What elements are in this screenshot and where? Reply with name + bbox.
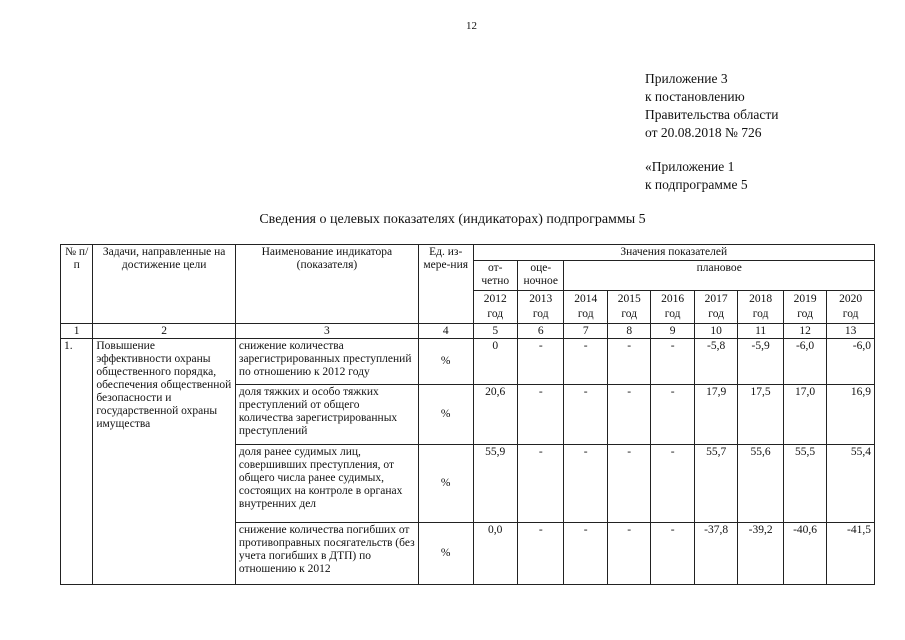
header-estimated: оце-ночное: [517, 261, 564, 291]
value-cell: -5,9: [738, 339, 783, 385]
value-cell: 55,5: [783, 445, 826, 523]
value-cell: 55,4: [827, 445, 875, 523]
column-number: 10: [694, 324, 737, 339]
indicator-unit: %: [418, 385, 473, 445]
task-number: 1.: [61, 339, 93, 585]
table-row: [61, 339, 875, 385]
column-number: 9: [651, 324, 694, 339]
value-cell: -: [607, 523, 650, 585]
indicator-name: снижение количества зарегистрированных преступлений по отношению к 2012 году: [235, 339, 418, 385]
value-cell: -6,0: [827, 339, 875, 385]
column-number: 6: [517, 324, 564, 339]
value-cell: 17,5: [738, 385, 783, 445]
value-cell: -5,8: [694, 339, 737, 385]
value-cell: 55,7: [694, 445, 737, 523]
appendix-line: от 20.08.2018 № 726: [645, 125, 762, 140]
header-year: 2016 год: [651, 291, 694, 324]
value-cell: -: [517, 339, 564, 385]
indicators-table: [60, 244, 875, 585]
header-tasks: Задачи, направленные на достижение цели: [93, 245, 236, 324]
header-year: 2018 год: [738, 291, 783, 324]
indicator-unit: %: [418, 523, 473, 585]
column-number: 2: [93, 324, 236, 339]
header-year: 2012 год: [473, 291, 517, 324]
value-cell: -: [517, 523, 564, 585]
appendix-heading: [645, 70, 778, 194]
column-number: 1: [61, 324, 93, 339]
value-cell: -: [517, 445, 564, 523]
value-cell: -: [651, 445, 694, 523]
column-number: 11: [738, 324, 783, 339]
column-number: 8: [607, 324, 650, 339]
value-cell: -: [564, 339, 607, 385]
indicator-name: доля ранее судимых лиц, совершивших преступления, от общего числа ранее судимых, состоящих на контроле в органах внутренних дел: [235, 445, 418, 523]
sub-appendix-line: к подпрограмме 5: [645, 177, 748, 192]
column-number: 3: [235, 324, 418, 339]
header-year: 2019 год: [783, 291, 826, 324]
value-cell: -: [651, 385, 694, 445]
value-cell: 17,0: [783, 385, 826, 445]
value-cell: -: [607, 385, 650, 445]
header-reported: от-четно: [473, 261, 517, 291]
value-cell: -: [651, 523, 694, 585]
value-cell: -: [651, 339, 694, 385]
indicator-unit: %: [418, 445, 473, 523]
indicator-name: доля тяжких и особо тяжких преступлений от общего количества зарегистрированных преступлений: [235, 385, 418, 445]
value-cell: -: [564, 523, 607, 585]
value-cell: -: [607, 445, 650, 523]
header-planned: плановое: [564, 261, 875, 291]
header-year: 2013 год: [517, 291, 564, 324]
column-number: 7: [564, 324, 607, 339]
sub-appendix-line: «Приложение 1: [645, 159, 735, 174]
value-cell: 55,9: [473, 445, 517, 523]
header-num: № п/п: [61, 245, 93, 324]
header-year: 2014 год: [564, 291, 607, 324]
indicator-unit: %: [418, 339, 473, 385]
header-values: Значения показателей: [473, 245, 875, 261]
value-cell: 20,6: [473, 385, 517, 445]
column-number: 13: [827, 324, 875, 339]
header-year: 2015 год: [607, 291, 650, 324]
value-cell: -: [564, 445, 607, 523]
value-cell: -39,2: [738, 523, 783, 585]
indicator-name: снижение количества погибших от противоправных посягательств (без учета погибших в ДТП) по отношению к 2012: [235, 523, 418, 585]
value-cell: 16,9: [827, 385, 875, 445]
value-cell: 17,9: [694, 385, 737, 445]
value-cell: -37,8: [694, 523, 737, 585]
column-number-row: [61, 324, 875, 339]
header-unit: Ед. из-мере-ния: [418, 245, 473, 324]
value-cell: -: [564, 385, 607, 445]
header-year: 2020 год: [827, 291, 875, 324]
value-cell: -: [517, 385, 564, 445]
value-cell: -: [607, 339, 650, 385]
column-number: 4: [418, 324, 473, 339]
appendix-line: Приложение 3: [645, 71, 728, 86]
header-indicator: Наименование индикатора (показателя): [235, 245, 418, 324]
column-number: 12: [783, 324, 826, 339]
document-title: Сведения о целевых показателях (индикаторах) подпрограммы 5: [259, 212, 646, 227]
value-cell: -6,0: [783, 339, 826, 385]
page-number: 12: [466, 20, 477, 32]
value-cell: 0,0: [473, 523, 517, 585]
value-cell: 0: [473, 339, 517, 385]
task-text: Повышение эффективности охраны общественного порядка, обеспечения общественной безопасности и государственной охраны имущества: [93, 339, 236, 585]
value-cell: -40,6: [783, 523, 826, 585]
value-cell: -41,5: [827, 523, 875, 585]
value-cell: 55,6: [738, 445, 783, 523]
header-year: 2017 год: [694, 291, 737, 324]
appendix-line: Правительства области: [645, 107, 779, 122]
column-number: 5: [473, 324, 517, 339]
appendix-line: к постановлению: [645, 89, 745, 104]
